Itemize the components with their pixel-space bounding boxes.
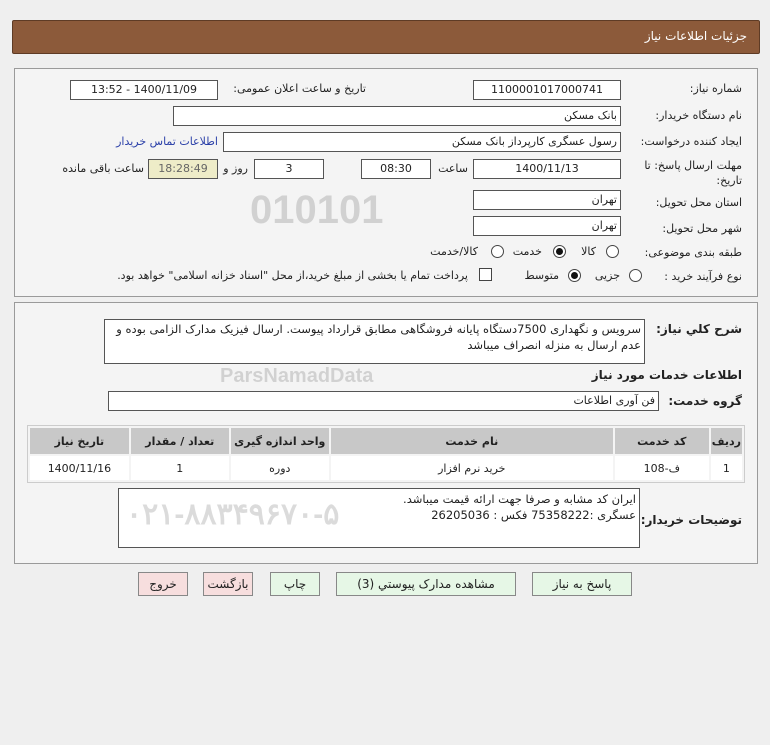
days-field: 3 [254, 159, 324, 179]
category-both-radio[interactable] [491, 245, 504, 258]
buyer-notes-label: توضیحات خریدار: [640, 513, 742, 527]
category-service-label: خدمت [512, 245, 542, 258]
page-header [12, 20, 760, 54]
table-row [30, 456, 742, 480]
cell-row: 1 [711, 456, 742, 480]
process-medium-radio[interactable] [568, 269, 581, 282]
process-medium-label: متوسط [524, 269, 559, 282]
announce-field: 1400/11/09 - 13:52 [70, 80, 218, 100]
services-title: اطلاعات خدمات مورد نیاز [591, 368, 742, 382]
watermark-phone: ۰۲۱-۸۸۳۴۹۶۷۰-۵ [126, 498, 340, 531]
page-title: جزئیات اطلاعات نیاز [644, 29, 747, 43]
remaining-time-field: 18:28:49 [148, 159, 218, 179]
category-goods-radio[interactable] [606, 245, 619, 258]
treasury-text: پرداخت تمام یا بخشی از مبلغ خرید،از محل "اسناد خزانه اسلامی" خواهد بود. [117, 269, 468, 282]
category-service-radio[interactable] [553, 245, 566, 258]
treasury-checkbox[interactable] [479, 268, 492, 281]
service-group-field: فن آوری اطلاعات [108, 391, 659, 411]
city-label: شهر محل تحویل: [662, 222, 742, 235]
buyer-org-label: نام دستگاه خریدار: [655, 109, 742, 122]
cell-qty: 1 [131, 456, 229, 480]
notes-line-2: عسگری :75358222 فکس : 26205036 [431, 508, 636, 522]
col-name: نام خدمت [331, 428, 613, 454]
process-minor-label: جزیی [594, 269, 620, 282]
buyer-org-field: بانک مسکن [173, 106, 621, 126]
process-label: نوع فرآیند خرید : [664, 270, 742, 283]
process-minor-radio[interactable] [629, 269, 642, 282]
need-number-label: شماره نیاز: [689, 82, 742, 95]
remaining-label: ساعت باقی مانده [62, 162, 144, 175]
cell-date: 1400/11/16 [30, 456, 129, 480]
deadline-date-field: 1400/11/13 [473, 159, 621, 179]
notes-line-1: ایران کد مشابه و صرفا جهت ارائه قیمت میباشد. [403, 492, 636, 506]
col-row: ردیف [711, 428, 742, 454]
category-both-label: کالا/خدمت [430, 245, 478, 258]
watermark-brand: ParsNamadData [220, 365, 374, 387]
cell-code: ف-108 [615, 456, 709, 480]
services-table [28, 426, 744, 482]
description-field: سرویس و نگهداری 7500دستگاه پایانه فروشگاهی مطابق قرارداد پیوست. ارسال فیزیک مدارک الزامی بوده و عدم ارسال به منزله انصراف میباشد [104, 319, 645, 364]
cell-name: خرید نرم افزار [331, 456, 613, 480]
description-label: شرح کلي نياز: [656, 322, 742, 336]
deadline-label: مهلت ارسال پاسخ: تا تاریخ: [644, 159, 742, 187]
print-button[interactable]: چاپ [270, 572, 320, 596]
creator-label: ایجاد کننده درخواست: [640, 135, 742, 148]
reply-button[interactable]: پاسخ به نیاز [532, 572, 632, 596]
contact-buyer-link[interactable]: اطلاعات تماس خریدار [116, 135, 218, 148]
city-field: تهران [473, 216, 621, 236]
col-date: تاریخ نیاز [30, 428, 129, 454]
category-label: طبقه بندی موضوعی: [644, 246, 742, 259]
exit-button[interactable]: خروج [138, 572, 188, 596]
category-goods-label: کالا [581, 245, 596, 258]
col-unit: واحد اندازه گیری [231, 428, 329, 454]
days-label: روز و [223, 162, 248, 175]
creator-field: رسول عسگری کارپرداز بانک مسکن [223, 132, 621, 152]
province-label: استان محل تحویل: [655, 196, 742, 209]
back-button[interactable]: بازگشت [203, 572, 253, 596]
services-table-wrap [27, 425, 745, 483]
service-group-label: گروه خدمت: [668, 394, 742, 408]
need-number-field: 1100001017000741 [473, 80, 621, 100]
announce-label: تاریخ و ساعت اعلان عمومی: [233, 82, 366, 95]
province-field: تهران [473, 190, 621, 210]
cell-unit: دوره [231, 456, 329, 480]
watermark-digits: 010101 [250, 188, 384, 232]
col-qty: تعداد / مقدار [131, 428, 229, 454]
view-attachments-button[interactable]: مشاهده مدارک پیوستي (3) [336, 572, 516, 596]
deadline-time-field: 08:30 [361, 159, 431, 179]
time-label: ساعت [438, 162, 468, 175]
col-code: کد خدمت [615, 428, 709, 454]
